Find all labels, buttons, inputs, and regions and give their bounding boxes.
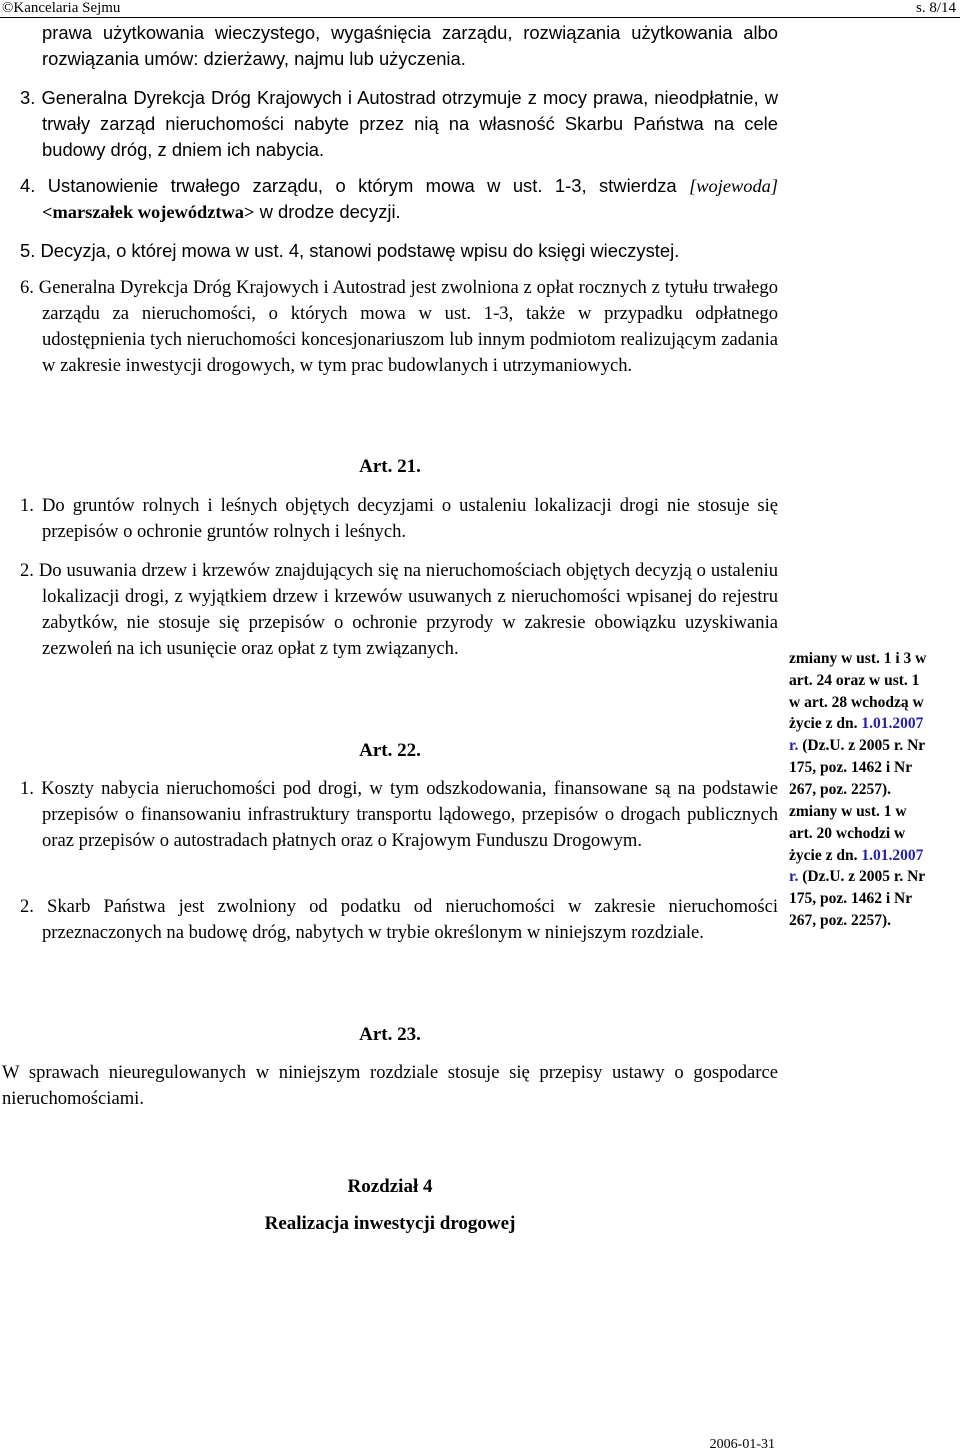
footer-date: 2006-01-31 [709,1437,775,1452]
paragraph-art20-4 [20,173,778,225]
note-line: 267, poz. 2257). [789,911,892,929]
note-line: zmiany w ust. 1 i 3 w [789,650,927,667]
paragraph-art23 [2,1060,778,1112]
article-title-22: Art. 22. [359,740,421,761]
paragraph-text: Koszty nabycia nieruchomości pod drogi, w tym odszkodowania, finansowane są na podstawie przepisów o finansowaniu infrastruktury transportu lądowego, przepisów o drogach publicznych oraz przepisów o autostradach płatnych oraz o Krajowym Funduszu Drogowym. [41,778,778,851]
paragraph-number: 1. [20,778,34,799]
paragraph-text: Generalna Dyrekcja Dróg Krajowych i Autostrad jest zwolniona z opłat rocznych z tytułu trwałego zarządu za nieruchomości, o których mowa w ust. 1-3, także w przypadku odpłatnego udostępnienia tych nieruchomości koncesjonariuszom lub innym podmiotom realizującym zadania w zakresie inwestycji drogowych, w tym prac budowlanych i utrzymaniowych. [38,277,778,376]
header-source: ©Kancelaria Sejmu [2,0,121,16]
paragraph-text: Skarb Państwa jest zwolniony od podatku od nieruchomości w zakresie nieruchomości przeznaczonych na budowę dróg, nabytych w trybie określonym w niniejszym rozdziale. [42,896,778,943]
note-text: życie z dn. [789,846,862,864]
paragraph-art20-3 [20,85,778,163]
note-line: 267, poz. 2257). [789,780,892,798]
paragraph-text: W sprawach nieuregulowanych w niniejszym rozdziale stosuje się przepisy ustawy o gospodarce nieruchomościami. [2,1062,778,1109]
paragraph-continuation [42,20,778,72]
paragraph-text: Ustanowienie trwałego zarządu, o którym mowa w ust. 1-3, stwierdza [47,175,677,196]
paragraph-number: 1. [20,495,34,516]
paragraph-text-end: w drodze decyzji. [259,201,401,222]
paragraph-art20-5 [20,238,778,264]
note-year-suffix: r. [789,737,799,755]
paragraph-art20-6 [20,275,778,379]
article-title-23: Art. 23. [359,1024,421,1045]
margin-note-amendment-1 [789,648,957,801]
paragraph-number: 4. [20,175,36,196]
chapter-title: Rozdział 4 [347,1176,433,1197]
note-line [789,845,957,867]
page-number: s. 8/14 [915,0,956,16]
margin-note-amendment-2 [789,801,957,932]
note-line [789,713,957,735]
note-text: życie z dn. [789,715,862,733]
header-divider [0,17,960,18]
paragraph-text: Decyzja, o której mowa w ust. 4, stanowi podstawę wpisu do księgi wieczystej. [40,240,680,261]
paragraph-number: 3. [20,87,36,108]
note-line: art. 24 oraz w ust. 1 [789,671,920,689]
paragraph-number: 2. [20,896,34,917]
note-line: zmiany w ust. 1 w [789,803,907,820]
chapter-subtitle: Realizacja inwestycji drogowej [264,1213,516,1234]
note-line: 175, poz. 1462 i Nr [789,890,913,908]
note-line [789,735,957,757]
paragraph-art22-1 [20,776,778,854]
paragraph-art21-2 [20,558,778,662]
paragraph-number: 6. [20,277,34,298]
note-line: w art. 28 wchodzą w [789,693,924,711]
paragraph-number: 2. [20,560,34,581]
paragraph-art21-1 [20,493,778,545]
bold-term: <marszałek województwa> [42,202,255,222]
paragraph-text: Generalna Dyrekcja Dróg Krajowych i Autostrad otrzymuje z mocy prawa, nieodpłatnie, w trwały zarząd nieruchomości nabyte przez nią na własność Skarbu Państwa na cele budowy dróg, z dniem ich nabycia. [41,87,778,160]
note-text: (Dz.U. z 2005 r. Nr [798,868,926,886]
paragraph-art22-2 [20,894,778,946]
note-date-link[interactable]: 1.01.2007 [861,715,924,733]
article-title-21: Art. 21. [359,456,421,477]
note-year-suffix: r. [789,868,799,886]
italic-term: [wojewoda] [689,176,778,196]
paragraph-number: 5. [20,240,36,261]
paragraph-text: Do usuwania drzew i krzewów znajdujących się na nieruchomościach objętych decyzją o ustaleniu lokalizacji drogi, z wyjątkiem drzew i krzewów usuwanych z nieruchomości wpisanej do rejestru zabytków, nie stosuje się przepisów o ochronie przyrody w zakresie obowiązku uzyskiwania zezwoleń na ich usunięcie oraz opłat z tym związanych. [38,560,778,659]
note-line [789,866,957,888]
note-line: 175, poz. 1462 i Nr [789,758,913,776]
note-date-link[interactable]: 1.01.2007 [861,846,924,864]
paragraph-text: Do gruntów rolnych i leśnych objętych decyzjami o ustaleniu lokalizacji drogi nie stosuje się przepisów o ochronie gruntów rolnych i leśnych. [41,495,778,542]
note-line: art. 20 wchodzi w [789,824,906,842]
note-text: (Dz.U. z 2005 r. Nr [798,737,926,755]
paragraph-text: prawa użytkowania wieczystego, wygaśnięcia zarządu, rozwiązania użytkowania albo rozwiązania umów: dzierżawy, najmu lub użyczenia. [42,22,778,69]
